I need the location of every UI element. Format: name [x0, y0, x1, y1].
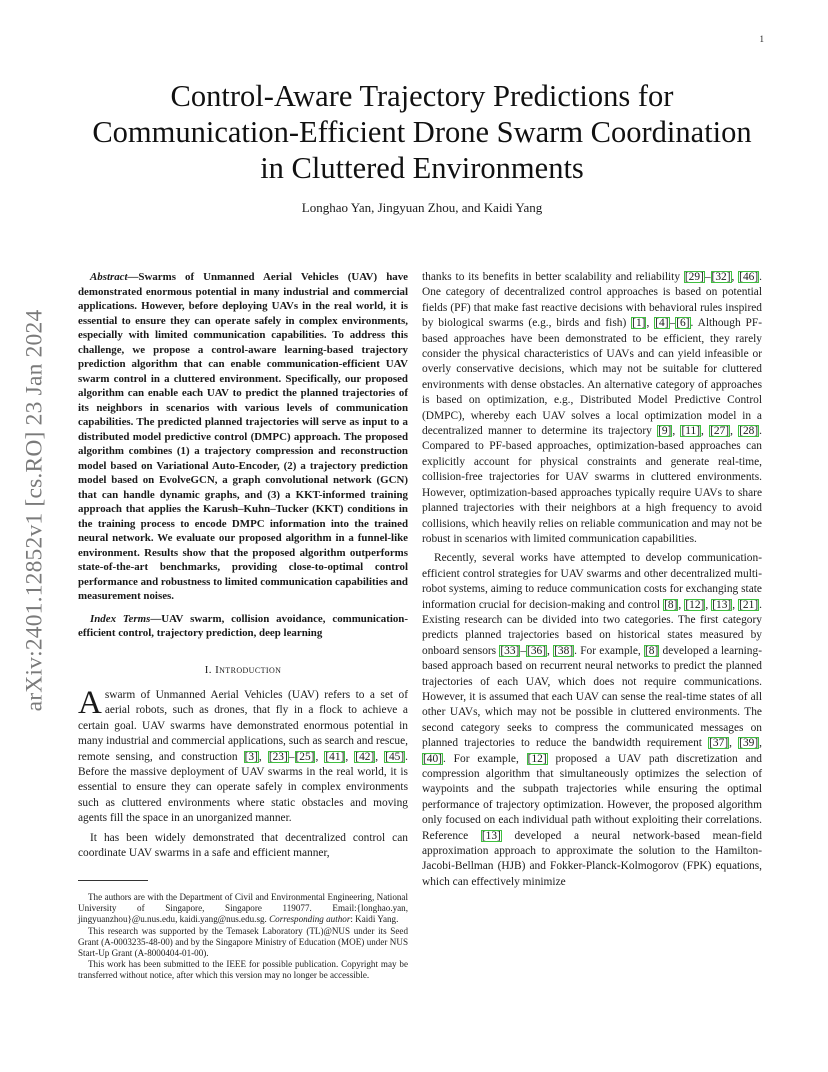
citation-link[interactable]: [6]	[676, 317, 690, 330]
intro-paragraph-2: It has been widely demonstrated that decentralized control can coordinate UAV swarms in a safe and efficient manner,	[78, 831, 408, 859]
title-line-2: Communication-Efficient Drone Swarm Coordination	[92, 115, 752, 149]
citation-link[interactable]: [23]	[268, 750, 288, 763]
right-column	[422, 270, 762, 890]
citation-link[interactable]: [12]	[685, 598, 705, 611]
citation-link[interactable]: [9]	[658, 425, 672, 438]
citation-link[interactable]: [27]	[710, 425, 730, 438]
citation-link[interactable]: [25]	[295, 750, 315, 763]
citation-link[interactable]: [13]	[481, 829, 501, 842]
citation-link[interactable]: [4]	[655, 317, 669, 330]
citation-link[interactable]: [41]	[325, 750, 345, 763]
citation-link[interactable]: [33]	[500, 644, 520, 657]
title-line-1: Control-Aware Trajectory Predictions for	[170, 79, 674, 113]
abstract-label: Abstract	[90, 271, 128, 283]
footnotes	[78, 892, 408, 982]
citation-link[interactable]: [8]	[664, 598, 678, 611]
citation-link[interactable]: [3]	[244, 750, 258, 763]
citation-link[interactable]: [12]	[527, 752, 547, 765]
citation-link[interactable]: [21]	[739, 598, 759, 611]
citation-link[interactable]: [40]	[423, 752, 442, 765]
citation-link[interactable]: [42]	[355, 750, 375, 763]
title-line-3: in Cluttered Environments	[260, 151, 584, 185]
abstract-text: Swarms of Unmanned Aerial Vehicles (UAV) have demonstrated enormous potential in many industrial and commercial applications. However, before deploying UAVs in the real world, it is essential to ensure they can operate safely in complex environments, especially with limited communication capabilities. To address this challenge, we propose a control-aware learning-based trajectory prediction algorithm that can enable communication-efficient UAV swarm control in a cluttered environment. Specifically, our proposed algorithm can enable each UAV to predict the planned trajectories of its neighbors in scenarios with various levels of communication capabilities. The predicted planned trajectories will serve as input to a distributed model predictive control (DMPC) approach. The proposed algorithm combines (1) a trajectory compression and reconstruction model based on Variational Auto-Encoder, (2) a trajectory prediction model based on EvolveGCN, a graph convolutional network (GCN) that can handle dynamic graphs, and (3) a KKT-informed training approach that applies the Karush–Kuhn–Tucker (KKT) conditions in the training process to encode DMPC information into the trained neural network. We evaluate our proposed algorithm in a funnel-like environment. Results show that the proposed algorithm outperforms state-of-the-art benchmarks, providing close-to-optimal control performance and robustness to limited communication capabilities and measurement noises.	[78, 271, 408, 602]
left-column	[78, 270, 408, 861]
citation-link[interactable]: [32]	[711, 271, 731, 283]
right-paragraph-1: thanks to its benefits in better scalability and reliability [29]–[32], [46]. One category of decentralized control approaches is based on potential fields (PF) that make fast reactive decisions with behavioral rules inspired by biological swarms (e.g., birds and fish) [1], [4]–[6]. Although PF-based approaches have been demonstrated to be efficient, they rarely consider the physical characteristics of UAVs and can yield infeasible or overly conservative decisions, which may not be suitable for cluttered environments with dense obstacles. An alternative category of approaches is based on optimization, e.g., Distributed Model Predictive Control (DMPC), whereby each UAV solves a local optimization model in a decentralized manner to determine its trajectory [9], [11], [27], [28]. Compared to PF-based approaches, optimization-based approaches can explicitly account for physical constraints and generate real-time, collision-free trajectories for UAV swarms in cluttered environments. However, optimization-based approaches typically require UAVs to share planned trajectories with their neighbors at a high frequency to avoid collisions, which heavily relies on reliable communication and may not be robust in scenarios with limited communication capabilities.	[422, 271, 763, 545]
right-paragraph-2: Recently, several works have attempted to develop communication-efficient control strategies for UAV swarms and other decentralized multi-robot systems, aiming to reduce communication costs for exchanging state information crucial for decision-making and control [8], [12], [13], [21]. Existing research can be divided into two categories. The first category predicts planned trajectories based on historical states measured by onboard sensors [33]–[36], [38]. For example, [8] developed a learning-based approach based on recurrent neural networks to predict the planned trajectories of each UAV, which does not require communications. However, it is assumed that each UAV can sense the real-time states of all other UAVs, which may not be possible in cluttered environments. The second category seeks to compress the communicated messages on planned trajectories to reduce the bandwidth requirement [37], [39], [40]. For example, [12] proposed a UAV path discretization and compression algorithm that simultaneously optimizes the selection of waypoints and the subpath trajectories while ensuring the optimal performance of trajectory optimization. However, the proposed algorithm only focused on each individual path without exploiting their correlations. Reference [13] developed a neural network-based mean-field approximation approach to approximate the solution to the Hamilton-Jacobi-Bellman (HJB) and Fokker-Planck-Kolmogorov (FPK) equations, which can effectively minimize	[422, 552, 762, 888]
citation-link[interactable]: [1]	[632, 317, 646, 330]
paper-title	[80, 78, 764, 186]
citation-link[interactable]: [38]	[554, 644, 574, 657]
index-terms-text: UAV swarm, collision avoidance, communication-efficient control, trajectory prediction, deep learning	[78, 612, 408, 639]
footnote-divider	[78, 880, 148, 881]
footnote-copyright: This work has been submitted to the IEEE for possible publication. Copyright may be transferred without notice, after which this version may no longer be accessible.	[78, 959, 408, 981]
page-number: 1	[759, 34, 764, 44]
index-terms: Index Terms—UAV swarm, collision avoidance, communication-efficient control, trajectory prediction, deep learning	[78, 612, 408, 639]
intro-paragraph-1: A swarm of Unmanned Aerial Vehicles (UAV) refers to a set of aerial robots, such as drones, that fly in a flock to achieve a certain goal. UAV swarms have demonstrated enormous potential in many industrial and commercial applications, such as search and rescue, remote sensing, and construction [3], [23]–[25], [41], [42], [45]. Before the massive deployment of UAV swarms in the real world, it is essential to ensure they can operate safely in complex environments such as cluttered environments where static obstacles and moving agents fill the space in an unorganized manner.	[78, 684, 409, 825]
footnote-affiliation: The authors are with the Department of Civil and Environmental Engineering, National University of Singapore, Singapore 119077. Email:{longhao.yan, jingyuanzhou}@u.nus.edu, kaidi.yang@nus.edu.sg. Corresponding author: Kaidi Yang.	[78, 892, 408, 925]
drop-cap: A	[78, 684, 102, 721]
abstract: Abstract—Swarms of Unmanned Aerial Vehicles (UAV) have demonstrated enormous potential in many industrial and commercial applications. However, before deploying UAVs in the real world, it is essential to ensure they can operate safely in complex environments, especially with limited communication capabilities. To address this challenge, we propose a control-aware learning-based trajectory prediction algorithm that can enable communication-efficient UAV swarm control in a cluttered environment. Specifically, our proposed algorithm can enable each UAV to predict the planned trajectories of its neighbors in scenarios with various levels of communication capabilities. The predicted planned trajectories will serve as input to a distributed model predictive control (DMPC) approach. The proposed algorithm combines (1) a trajectory compression and reconstruction model based on Variational Auto-Encoder, (2) a trajectory prediction model based on EvolveGCN, a graph convolutional network (GCN) that can handle dynamic graphs, and (3) a KKT-informed training approach that applies the Karush–Kuhn–Tucker (KKT) conditions in the training process to encode DMPC information into the trained neural network. We evaluate our proposed algorithm in a funnel-like environment. Results show that the proposed algorithm outperforms state-of-the-art benchmarks, providing close-to-optimal control performance and robustness to limited communication capabilities and measurement noises.	[78, 271, 408, 602]
citation-link[interactable]: [11]	[681, 425, 701, 438]
arxiv-id-text: arXiv:2401.12852v1 [cs.RO] 23 Jan 2024	[21, 309, 48, 711]
footnote-funding: This research was supported by the Temasek Laboratory (TL)@NUS under its Seed Grant (A-0003235-48-00) and by the Singapore Ministry of Education (MOE) under NUS Start-Up Grant (A-8000404-01-00).	[78, 925, 408, 959]
index-terms-label: Index Terms	[90, 612, 151, 625]
citation-link[interactable]: [29]	[684, 271, 704, 283]
citation-link[interactable]: [39]	[739, 737, 759, 750]
citation-link[interactable]: [8]	[644, 644, 659, 657]
author-list: Longhao Yan, Jingyuan Zhou, and Kaidi Yang	[301, 200, 543, 215]
citation-link[interactable]: [46]	[739, 271, 759, 283]
citation-link[interactable]: [28]	[739, 425, 759, 438]
citation-link[interactable]: [36]	[527, 644, 547, 657]
citation-link[interactable]: [45]	[385, 750, 405, 763]
citation-link[interactable]: [37]	[709, 737, 729, 750]
section-heading-introduction: I. Introduction	[204, 663, 282, 676]
arxiv-identifier-stamp	[22, 290, 48, 730]
citation-link[interactable]: [13]	[712, 598, 732, 611]
